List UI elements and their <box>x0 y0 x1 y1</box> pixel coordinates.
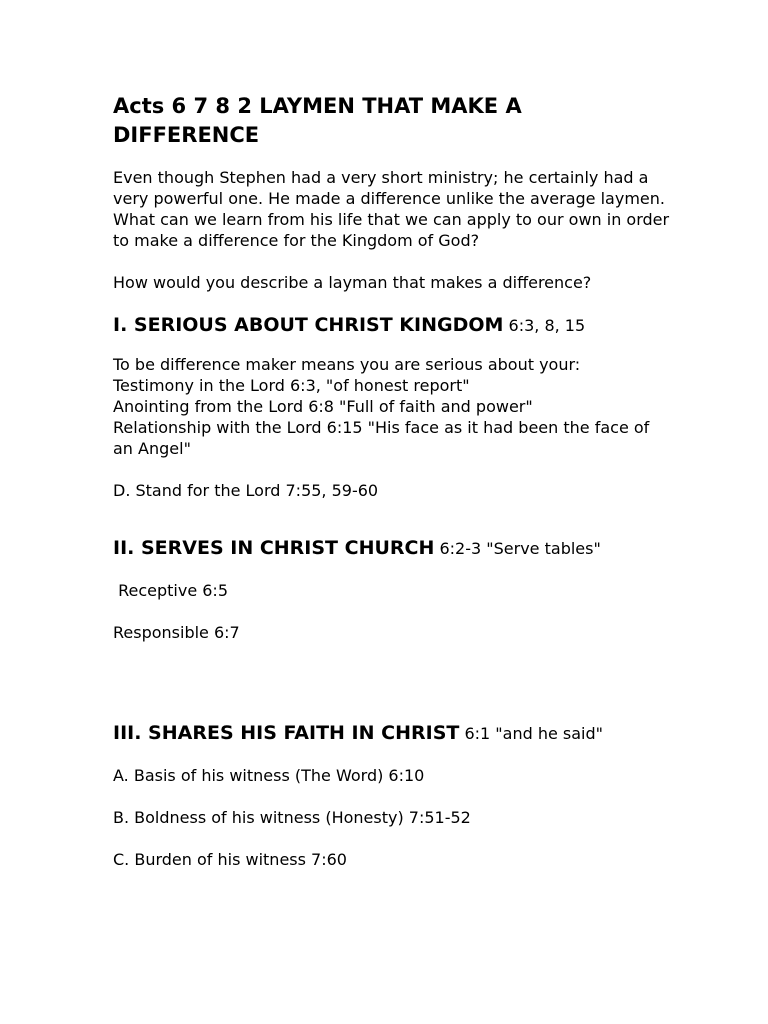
section-1-ref: 6:3, 8, 15 <box>508 316 586 335</box>
section-1-lead: To be difference maker means you are serious about your: <box>113 355 581 374</box>
section-1-item: Testimony in the Lord 6:3, "of honest report" <box>113 376 470 395</box>
section-1-item-d: D. Stand for the Lord 7:55, 59-60 <box>113 481 379 500</box>
section-1-item: Relationship with the Lord 6:15 "His face as it had been the face of an Angel" <box>113 418 650 458</box>
section-1-item: Anointing from the Lord 6:8 "Full of faith and power" <box>113 397 533 416</box>
section-3-item: B. Boldness of his witness (Honesty) 7:51-52 <box>113 808 471 827</box>
section-3-item: C. Burden of his witness 7:60 <box>113 850 347 869</box>
section-2-item: Responsible 6:7 <box>113 623 240 642</box>
section-3-item: A. Basis of his witness (The Word) 6:10 <box>113 766 425 785</box>
section-2-title: II. SERVES IN CHRIST CHURCH <box>113 537 435 559</box>
section-1-body <box>113 354 673 459</box>
section-3-heading <box>113 721 673 746</box>
document-title: Acts 6 7 8 2 LAYMEN THAT MAKE A DIFFERENCE <box>113 94 522 147</box>
section-3-ref: 6:1 "and he said" <box>464 724 603 743</box>
document-page <box>113 92 673 870</box>
question-line: How would you describe a layman that makes a difference? <box>113 273 592 292</box>
section-2-ref: 6:2-3 "Serve tables" <box>439 539 601 558</box>
section-2-heading <box>113 536 673 561</box>
section-1-title: I. SERIOUS ABOUT CHRIST KINGDOM <box>113 314 504 336</box>
section-1-heading <box>113 313 673 338</box>
intro-paragraph: Even though Stephen had a very short ministry; he certainly had a very powerful one. He made a difference unlike the average laymen. What can we learn from his life that we can apply to our own in order to make a difference for the Kingdom of God? <box>113 168 670 250</box>
section-3-title: III. SHARES HIS FAITH IN CHRIST <box>113 722 460 744</box>
section-2-item: Receptive 6:5 <box>113 581 228 600</box>
